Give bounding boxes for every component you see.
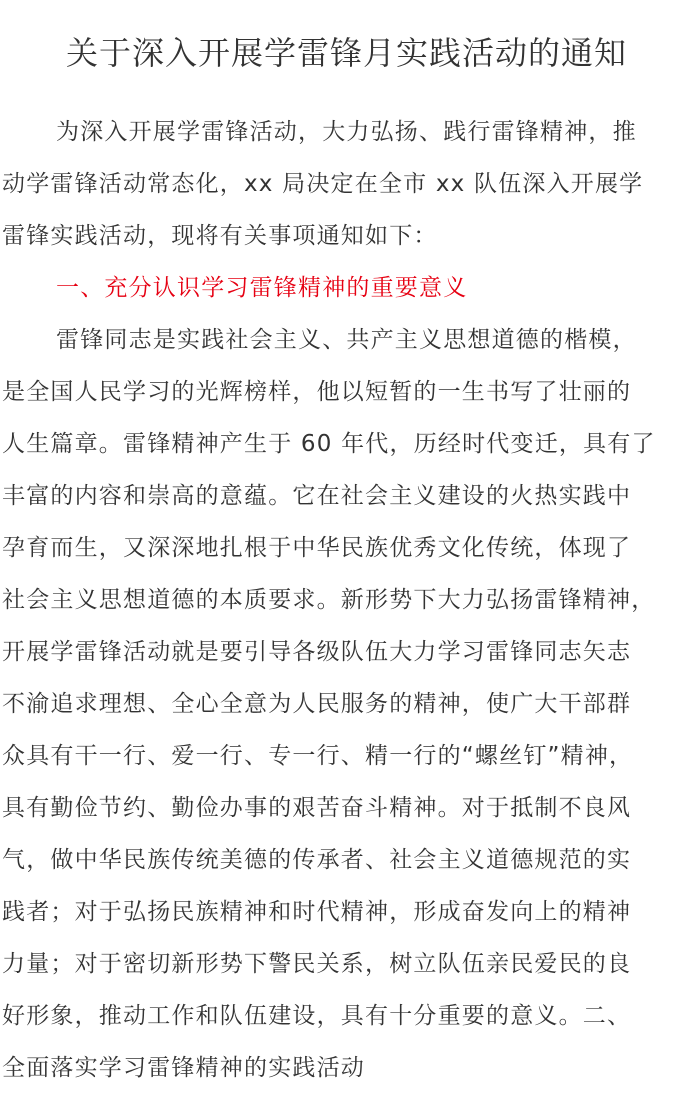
paragraph-body-line: 孕育而生，又深深地扎根于中华民族优秀文化传统，体现了 [2, 535, 632, 561]
paragraph-intro-line-3: 雷锋实践活动，现将有关事项通知如下： [2, 223, 438, 249]
paragraph-intro-line-1: 为深入开展学雷锋活动，大力弘扬、践行雷锋精神，推 [56, 119, 637, 145]
paragraph-body-line: 力量；对于密切新形势下警民关系，树立队伍亲民爱民的良 [2, 951, 632, 977]
paragraph-body-line: 丰富的内容和崇高的意蕴。它在社会主义建设的火热实践中 [2, 483, 632, 509]
paragraph-body-line: 人生篇章。雷锋精神产生于 60 年代，历经时代变迁，具有了 [2, 431, 656, 457]
paragraph-body-line: 气，做中华民族传统美德的传承者、社会主义道德规范的实 [2, 847, 632, 873]
section-heading-1: 一、充分认识学习雷锋精神的重要意义 [56, 275, 468, 301]
document-title: 关于深入开展学雷锋月实践活动的通知 [65, 34, 627, 72]
paragraph-body-line: 具有勤俭节约、勤俭办事的艰苦奋斗精神。对于抵制不良风 [2, 795, 632, 821]
paragraph-body-line: 践者；对于弘扬民族精神和时代精神，形成奋发向上的精神 [2, 899, 632, 925]
document-body [2, 106, 693, 1094]
paragraph-body-line: 好形象，推动工作和队伍建设，具有十分重要的意义。二、 [2, 1003, 632, 1029]
paragraph-body-line: 社会主义思想道德的本质要求。新形势下大力弘扬雷锋精神， [2, 587, 656, 613]
paragraph-body-line: 是全国人民学习的光辉榜样，他以短暂的一生书写了壮丽的 [2, 379, 632, 405]
paragraph-body-line: 全面落实学习雷锋精神的实践活动 [2, 1055, 365, 1081]
paragraph-body-line: 不渝追求理想、全心全意为人民服务的精神，使广大干部群 [2, 691, 632, 717]
paragraph-intro-line-2: 动学雷锋活动常态化，xx 局决定在全市 xx 队伍深入开展学 [2, 171, 644, 197]
paragraph-body-line: 众具有干一行、爱一行、专一行、精一行的“螺丝钉”精神， [2, 743, 634, 769]
paragraph-body-line: 开展学雷锋活动就是要引导各级队伍大力学习雷锋同志矢志 [2, 639, 632, 665]
paragraph-body-line: 雷锋同志是实践社会主义、共产主义思想道德的楷模， [56, 327, 637, 353]
